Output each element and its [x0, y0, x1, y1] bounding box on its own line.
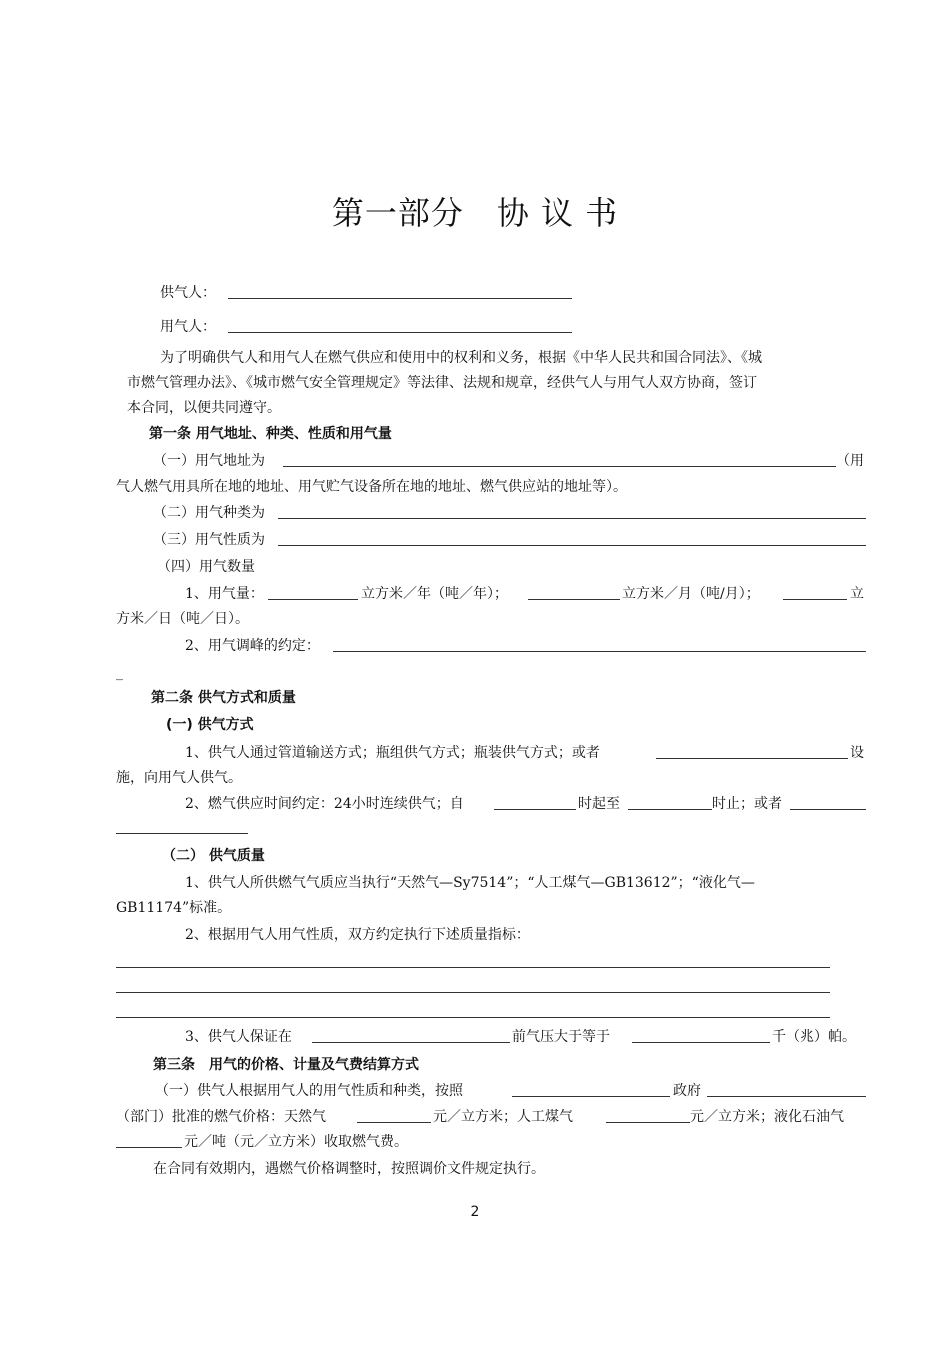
art2-method-blank	[656, 758, 848, 759]
art1-volume-label: 1、用气量：	[185, 586, 264, 602]
art2-time-to: 时起至	[578, 796, 620, 812]
art2-pressure-mid: 前气压大于等于	[512, 1029, 610, 1045]
art1-gas-nature-label: （三）用气性质为	[153, 532, 265, 548]
preamble-line-2: 市燃气管理办法》、《城市燃气安全管理规定》等法律、法规和规章，经供气人与用气人双方协商，签订	[127, 375, 757, 391]
art1-volume-day-blank	[783, 599, 847, 600]
art1-peak-end: _	[116, 665, 123, 681]
art2-time-to-blank	[628, 809, 712, 810]
art2-pressure-text: 3、供气人保证在	[185, 1029, 292, 1045]
art1-peak-blank	[333, 651, 866, 652]
art3-natural-gas-blank	[357, 1122, 431, 1123]
art1-address-paren: （用	[836, 453, 864, 469]
art2-time-other-blank-cont	[116, 833, 248, 834]
art2-method-cont: 施，向用气人供气。	[116, 770, 242, 786]
art1-gas-type-blank	[278, 518, 866, 519]
art3-coal-gas-blank	[606, 1122, 690, 1123]
preamble-line-1: 为了明确供气人和用气人在燃气供应和使用中的权利和义务，根据《中华人民共和国合同法》、《城	[160, 350, 762, 366]
art2-pressure-unit: 千（兆）帕。	[772, 1029, 856, 1045]
art2-time-text: 2、燃气供应时间约定：24小时连续供气；自	[185, 796, 464, 812]
art1-peak-label: 2、用气调峰的约定：	[185, 638, 320, 654]
preamble-line-3: 本合同，以便共同遵守。	[127, 400, 281, 416]
art1-volume-month-blank	[528, 599, 620, 600]
art1-gas-type-label: （二）用气种类为	[153, 505, 265, 521]
art3-lpg-blank	[116, 1147, 182, 1148]
art3-price-gov-blank	[512, 1096, 670, 1097]
art1-address-note: 气人燃气用具所在地的地址、用气贮气设备所在地的地址、燃气供应站的地址等）。	[116, 479, 627, 495]
art2-quality-standard: 1、供气人所供燃气气质应当执行“天然气—Sy7514”；“人工煤气—GB13612”；“液化气—	[185, 875, 755, 891]
article-2-heading: 第二条 供气方式和质量	[151, 690, 296, 706]
art2-method-end: 设	[850, 745, 864, 761]
art2-time-or: 时止；或者	[712, 796, 782, 812]
art2-supply-method-heading: (一) 供气方式	[166, 717, 254, 733]
supplier-label: 供气人：	[160, 285, 216, 301]
art3-price-gov: 政府	[673, 1083, 701, 1099]
page-title: 第一部分 协 议 书	[331, 194, 619, 232]
art1-volume-day-start: 立	[850, 586, 864, 602]
art2-method-text: 1、供气人通过管道输送方式；瓶组供气方式；瓶装供气方式；或者	[185, 745, 600, 761]
art1-quantity-label: （四）用气数量	[157, 559, 255, 575]
art3-price-dept-blank	[707, 1096, 866, 1097]
art2-pressure-location-blank	[312, 1042, 510, 1043]
art1-volume-month-unit: 立方米／月（吨/月）；	[622, 586, 760, 602]
supplier-blank	[228, 298, 572, 299]
art3-lpg-label: 元／立方米；液化石油气	[690, 1109, 844, 1125]
art2-quality-heading: （二） 供气质量	[162, 848, 265, 864]
art3-price-adjust: 在合同有效期内，遇燃气价格调整时，按照调价文件规定执行。	[153, 1161, 545, 1177]
art1-volume-day-unit: 方米／日（吨／日）。	[116, 611, 249, 627]
art2-time-from-blank	[494, 809, 576, 810]
art2-quality-indicator: 2、根据用气人用气性质，双方约定执行下述质量指标：	[185, 927, 530, 943]
art2-pressure-value-blank	[632, 1042, 770, 1043]
art2-indicator-line-1	[116, 967, 830, 968]
art2-indicator-line-3	[116, 1017, 830, 1018]
art2-time-other-blank	[790, 809, 866, 810]
art2-quality-standard-cont: GB11174”标准。	[116, 900, 232, 916]
article-3-heading: 第三条 用气的价格、计量及气费结算方式	[153, 1057, 419, 1073]
art1-gas-nature-blank	[278, 545, 866, 546]
page-number: 2	[470, 1204, 480, 1220]
art2-indicator-line-2	[116, 992, 830, 993]
article-1-heading: 第一条 用气地址、种类、性质和用气量	[149, 426, 392, 442]
user-label: 用气人：	[160, 319, 216, 335]
art3-price-text: （一）供气人根据用气人的用气性质和种类，按照	[155, 1083, 463, 1099]
art3-lpg-unit: 元／吨（元／立方米）收取燃气费。	[184, 1134, 408, 1150]
user-blank	[228, 332, 572, 333]
art1-volume-year-blank	[268, 599, 358, 600]
art1-address-blank	[283, 466, 836, 467]
art1-volume-year-unit: 立方米／年（吨／年）；	[361, 586, 508, 602]
art1-address-label: （一）用气地址为	[153, 453, 265, 469]
art3-natural-gas-label: （部门）批准的燃气价格：天然气	[116, 1109, 326, 1125]
art3-coal-gas-label: 元／立方米；人工煤气	[433, 1109, 573, 1125]
